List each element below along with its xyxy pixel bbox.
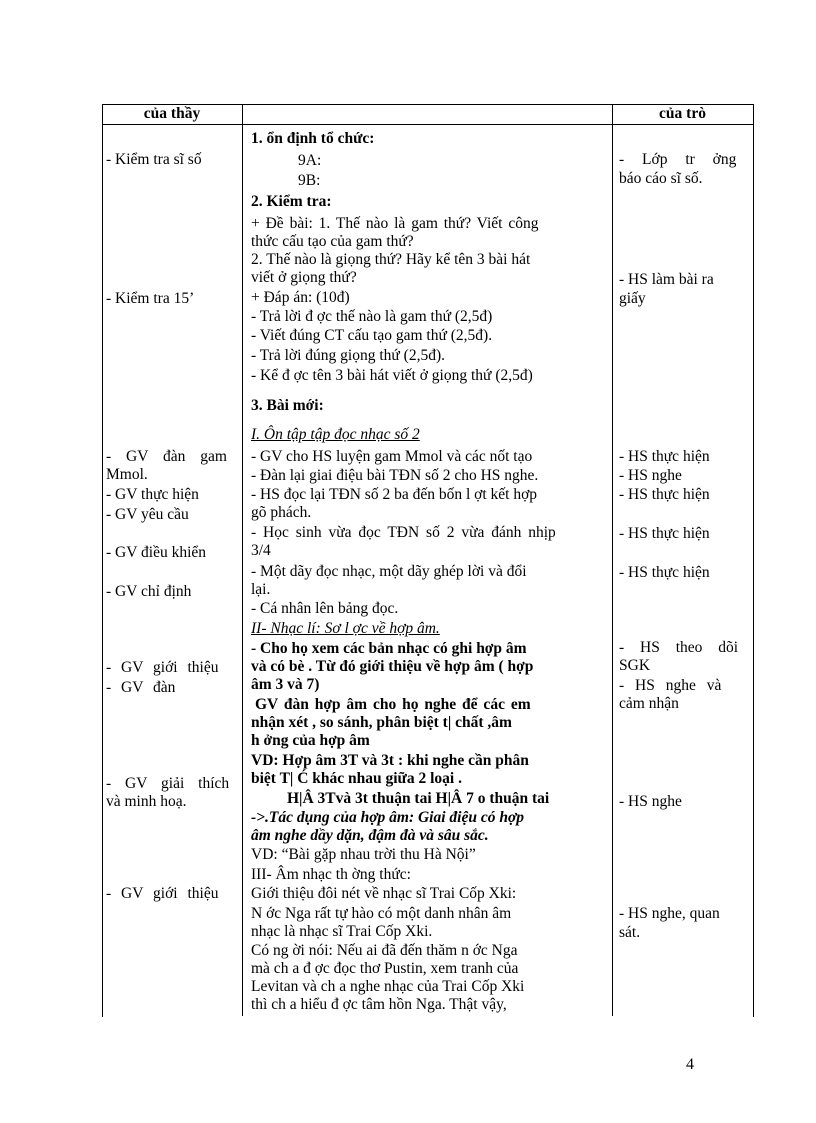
content-line: VD: “Bài gặp nhau trời thu Hà Nội” [251,846,476,863]
teacher-activity: - GV thực hiện [106,486,199,503]
class-9a: 9A: [298,152,322,169]
content-line: - Cho họ xem các bản nhạc có ghi hợp âm [251,640,527,657]
content-line: viết ở giọng thứ? [251,269,357,286]
section-heading-3: 3. Bài mới: [251,397,324,414]
content-line: VD: Hợp âm 3T và 3t : khi nghe cần phân [251,752,529,769]
content-line: - Học sinh vừa đọc TĐN số 2 vừa đánh nhịp [251,524,556,541]
header-student: của trò [659,105,706,122]
content-line: gõ phách. [251,504,312,521]
class-9b: 9B: [298,172,321,189]
header-divider [102,124,753,125]
student-activity: - HS thực hiện [619,448,710,465]
content-line: Levitan và ch a nghe nhạc của Trai Cốp Xki [251,978,525,995]
content-line: Giới thiệu đôi nét về nhạc sĩ Trai Cốp Xki: [251,885,517,902]
teacher-activity: - GV đàn gam [106,448,227,465]
content-line: - Viết đúng CT cấu tạo gam thứ (2,5đ). [251,327,493,344]
teacher-activity: - GV yêu cầu [106,506,189,523]
student-activity: - HS thực hiện [619,486,710,503]
teacher-activity: - GV chỉ định [106,583,192,600]
content-line: + Đáp án: (10đ) [251,289,350,306]
student-activity: SGK [619,657,651,674]
content-line: N ớc Nga rất tự hào có một danh nhân âm [251,905,512,922]
content-line: H|Â 3Tvà 3t thuận tai H|Â 7 o thuận tai [287,790,550,807]
student-activity: - HS nghe và [619,677,722,694]
teacher-activity: và minh hoạ. [106,793,187,810]
content-line: nhận xét , so sánh, phân biệt t| chất ,âm [251,714,512,731]
teacher-activity: Mmol. [106,466,148,483]
student-activity: sát. [619,924,641,941]
column-divider-1 [242,104,243,1016]
content-line: lại. [251,581,271,598]
content-line: 2. Thế nào là giọng thứ? Hãy kể tên 3 bài hát [251,251,531,268]
teacher-activity: - Kiểm tra sĩ số [106,151,202,168]
content-line: âm 3 và 7) [251,676,320,693]
student-activity: - HS nghe, quan [619,905,720,922]
content-line: 3/4 [251,542,271,559]
teacher-activity: - GV giới thiệu [106,659,219,676]
student-activity: - HS nghe [619,793,682,810]
student-activity: cảm nhận [619,695,679,712]
content-line: Có ng ời nói: Nếu ai đã đến thăm n ớc Nga [251,942,518,959]
student-activity: - HS nghe [619,467,682,484]
student-activity: - HS làm bài ra [619,271,714,288]
content-line: thì ch a hiểu đ ợc tâm hồn Nga. Thật vậy, [251,996,507,1013]
header-teacher: của thầy [143,105,201,122]
content-line: biệt T| Ć khác nhau giữa 2 loại . [251,770,462,787]
content-line: và có bè . Từ đó giới thiệu về hợp âm ( hợp [251,658,534,675]
content-line: thức cấu tạo của gam thứ? [251,233,414,250]
teacher-activity: - GV đàn [106,679,176,696]
teacher-activity: - GV điều khiển [106,544,207,561]
student-activity: - HS thực hiện [619,525,710,542]
content-line: GV đàn hợp âm cho họ nghe để các em [255,696,531,713]
teacher-activity: - Kiểm tra 15’ [106,290,195,307]
content-line: III- Âm nhạc th ờng thức: [251,866,411,883]
student-activity: giấy [619,290,646,307]
content-line: - Trả lời đúng giọng thứ (2,5đ). [251,347,445,364]
section-heading-2: 2. Kiểm tra: [251,193,332,210]
content-line: - Một dãy đọc nhạc, một dãy ghép lời và đổi [251,563,527,580]
content-line: - Trả lời đ ợc thế nào là gam thứ (2,5đ) [251,308,493,325]
student-activity: báo cáo sĩ số. [619,170,703,187]
subsection-heading-1: I. Ôn tập tập đọc nhạc số 2 [251,426,420,443]
teacher-activity: - GV giới thiệu [106,885,219,902]
teacher-activity: - GV giải thích [106,775,230,792]
student-activity: - HS theo dõi [619,639,739,656]
subsection-heading-2: II- Nhạc lí: Sơ l ợc về hợp âm. [251,620,440,637]
content-line: - Đàn lại giai điệu bài TĐN số 2 cho HS nghe. [251,467,539,484]
student-activity: - Lớp tr ởng [619,151,737,168]
content-line: mà ch a đ ợc đọc thơ Pustin, xem tranh của [251,960,519,977]
content-line: h ởng của hợp âm [251,732,370,749]
content-line: - HS đọc lại TĐN số 2 ba đến bốn l ợt kết hợp [251,486,538,503]
content-line: - Cá nhân lên bảng đọc. [251,600,399,617]
content-line: + Đề bài: 1. Thế nào là gam thứ? Viết công [251,215,539,232]
content-line: ->.Tác dụng của hợp âm: Giai điệu có hợp [251,809,525,826]
column-divider-2 [612,104,613,1016]
page-number: 4 [686,1056,694,1073]
content-line: nhạc là nhạc sĩ Trai Cốp Xki. [251,923,433,940]
student-activity: - HS thực hiện [619,564,710,581]
section-heading-1: 1. ổn định tổ chức: [251,130,375,147]
content-line: - GV cho HS luyện gam Mmol và các nốt tạo [251,448,533,465]
content-line: âm nghe dầy dặn, đậm đà và sâu sắc. [251,827,489,844]
content-line: - Kể đ ợc tên 3 bài hát viết ở giọng thứ (2,5đ) [251,367,533,384]
